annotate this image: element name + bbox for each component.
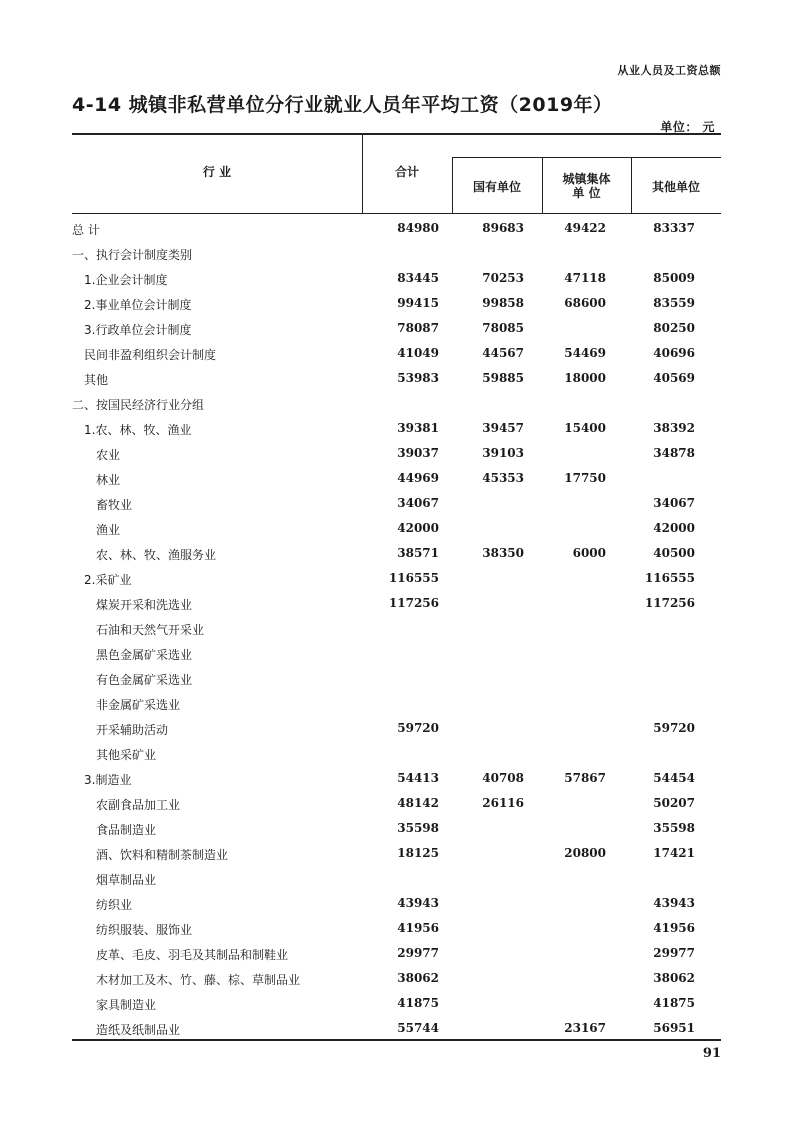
- row-label: 酒、饮料和精制茶制造业: [96, 848, 229, 862]
- cell-state: 40708: [482, 771, 524, 785]
- row-label: 皮革、毛皮、羽毛及其制品和制鞋业: [96, 948, 289, 962]
- table-row: [72, 666, 721, 691]
- cell-total: 38571: [397, 546, 439, 560]
- table-row: [72, 541, 721, 566]
- cell-other: 56951: [653, 1021, 695, 1035]
- cell-total: 39381: [397, 421, 439, 435]
- cell-other: 54454: [653, 771, 695, 785]
- cell-collective: 54469: [564, 346, 606, 360]
- table-row: [72, 416, 721, 441]
- cell-other: 42000: [653, 521, 695, 535]
- cell-state: 78085: [482, 321, 524, 335]
- running-head: 从业人员及工资总额: [617, 64, 721, 77]
- table-row: [72, 691, 721, 716]
- cell-total: 55744: [397, 1021, 439, 1035]
- cell-collective: 68600: [564, 296, 606, 310]
- table-row: [72, 816, 721, 841]
- table-row: [72, 841, 721, 866]
- cell-total: 35598: [397, 821, 439, 835]
- row-label: 木材加工及木、竹、藤、棕、草制品业: [96, 973, 301, 987]
- table-row: [72, 391, 721, 416]
- table-row: [72, 366, 721, 391]
- table-row: [72, 316, 721, 341]
- header-state: 国有单位: [472, 180, 521, 194]
- cell-state: 99858: [482, 296, 524, 310]
- cell-other: 41956: [653, 921, 695, 935]
- table-row: [72, 291, 721, 316]
- row-label: 其他采矿业: [96, 748, 157, 762]
- header-collective-line2: 单 位: [572, 186, 601, 200]
- table-row: [72, 241, 721, 266]
- bottom-rule: [72, 1039, 721, 1041]
- page-number: 91: [702, 1046, 721, 1061]
- cell-other: 29977: [653, 946, 695, 960]
- cell-other: 40500: [653, 546, 695, 560]
- cell-other: 34067: [653, 496, 695, 510]
- cell-collective: 18000: [564, 371, 606, 385]
- cell-collective: 57867: [564, 771, 606, 785]
- cell-state: 26116: [482, 796, 524, 810]
- cell-state: 59885: [482, 371, 524, 385]
- cell-total: 116555: [388, 571, 439, 585]
- cell-other: 35598: [653, 821, 695, 835]
- table-row: [72, 216, 721, 241]
- cell-total: 38062: [397, 971, 439, 985]
- top-rule: [72, 133, 721, 135]
- row-label: 食品制造业: [96, 823, 157, 837]
- cell-total: 29977: [397, 946, 439, 960]
- table-row: [72, 916, 721, 941]
- cell-total: 117256: [388, 596, 439, 610]
- cell-other: 59720: [653, 721, 695, 735]
- cell-other: 38062: [653, 971, 695, 985]
- table-row: [72, 1016, 721, 1041]
- row-label: 造纸及纸制品业: [96, 1023, 181, 1037]
- header-collective-line1: 城镇集体: [562, 172, 611, 186]
- cell-other: 41875: [653, 996, 695, 1010]
- header-bottom-rule: [72, 213, 721, 214]
- row-label: 2.采矿业: [84, 573, 132, 587]
- table-row: [72, 266, 721, 291]
- table-row: [72, 466, 721, 491]
- cell-total: 41956: [397, 921, 439, 935]
- table-body: [72, 216, 721, 1041]
- cell-total: 18125: [397, 846, 439, 860]
- row-label: 二、按国民经济行业分组: [72, 398, 205, 412]
- cell-state: 39103: [482, 446, 524, 460]
- row-label: 一、执行会计制度类别: [72, 248, 193, 262]
- cell-total: 44969: [397, 471, 439, 485]
- row-label: 非金属矿采选业: [96, 698, 181, 712]
- row-label: 3.行政单位会计制度: [84, 323, 192, 337]
- cell-collective: 20800: [564, 846, 606, 860]
- cell-collective: 6000: [572, 546, 606, 560]
- row-label: 民间非盈利组织会计制度: [84, 348, 217, 362]
- row-label: 烟草制品业: [96, 873, 157, 887]
- cell-total: 53983: [397, 371, 439, 385]
- header-other: 其他单位: [651, 180, 700, 194]
- cell-other: 17421: [653, 846, 695, 860]
- row-label: 林业: [96, 473, 121, 487]
- cell-total: 59720: [397, 721, 439, 735]
- header-total: 合计: [394, 165, 419, 179]
- table-row: [72, 941, 721, 966]
- row-label: 有色金属矿采选业: [96, 673, 193, 687]
- row-label: 开采辅助活动: [96, 723, 169, 737]
- row-label: 渔业: [96, 523, 121, 537]
- cell-collective: 47118: [564, 271, 606, 285]
- cell-other: 80250: [653, 321, 695, 335]
- row-label: 2.事业单位会计制度: [84, 298, 192, 312]
- row-label: 纺织服装、服饰业: [96, 923, 193, 937]
- row-label: 黑色金属矿采选业: [96, 648, 193, 662]
- row-label: 农业: [96, 448, 121, 462]
- table-row: [72, 566, 721, 591]
- cell-other: 43943: [653, 896, 695, 910]
- cell-state: 45353: [482, 471, 524, 485]
- cell-total: 42000: [397, 521, 439, 535]
- table-row: [72, 741, 721, 766]
- cell-other: 116555: [644, 571, 695, 585]
- table-row: [72, 491, 721, 516]
- table-row: [72, 766, 721, 791]
- cell-total: 48142: [397, 796, 439, 810]
- header-industry: 行 业: [202, 165, 232, 179]
- cell-other: 83337: [653, 221, 695, 235]
- unit-label: 单位： 元: [660, 120, 715, 134]
- table-row: [72, 966, 721, 991]
- row-label: 1.农、林、牧、渔业: [84, 423, 192, 437]
- cell-collective: 15400: [564, 421, 606, 435]
- row-label: 农副食品加工业: [96, 798, 181, 812]
- row-label: 3.制造业: [84, 773, 132, 787]
- row-label: 总 计: [72, 223, 100, 237]
- cell-other: 38392: [653, 421, 695, 435]
- cell-other: 85009: [653, 271, 695, 285]
- row-label: 农、林、牧、渔服务业: [96, 548, 217, 562]
- cell-collective: 23167: [564, 1021, 606, 1035]
- row-label: 纺织业: [96, 898, 133, 912]
- table-row: [72, 441, 721, 466]
- cell-other: 34878: [653, 446, 695, 460]
- table-row: [72, 616, 721, 641]
- cell-other: 83559: [653, 296, 695, 310]
- table-row: [72, 516, 721, 541]
- table-row: [72, 641, 721, 666]
- cell-state: 38350: [482, 546, 524, 560]
- cell-other: 50207: [653, 796, 695, 810]
- cell-total: 99415: [397, 296, 439, 310]
- table-row: [72, 791, 721, 816]
- header-collective: [542, 172, 631, 200]
- cell-total: 41049: [397, 346, 439, 360]
- cell-total: 43943: [397, 896, 439, 910]
- cell-total: 54413: [397, 771, 439, 785]
- cell-total: 39037: [397, 446, 439, 460]
- cell-total: 83445: [397, 271, 439, 285]
- table-row: [72, 866, 721, 891]
- cell-state: 70253: [482, 271, 524, 285]
- table-title: 4-14 城镇非私营单位分行业就业人员年平均工资（2019年）: [72, 94, 613, 116]
- table-row: [72, 341, 721, 366]
- cell-total: 41875: [397, 996, 439, 1010]
- row-label: 家具制造业: [96, 998, 157, 1012]
- cell-collective: 17750: [564, 471, 606, 485]
- row-label: 畜牧业: [96, 498, 133, 512]
- table-row: [72, 591, 721, 616]
- cell-state: 89683: [482, 221, 524, 235]
- cell-other: 40696: [653, 346, 695, 360]
- row-label: 其他: [84, 373, 109, 387]
- cell-state: 39457: [482, 421, 524, 435]
- cell-collective: 49422: [564, 221, 606, 235]
- cell-total: 78087: [397, 321, 439, 335]
- table-row: [72, 716, 721, 741]
- row-label: 石油和天然气开采业: [96, 623, 205, 637]
- row-label: 1.企业会计制度: [84, 273, 168, 287]
- table-row: [72, 991, 721, 1016]
- cell-other: 117256: [644, 596, 695, 610]
- cell-state: 44567: [482, 346, 524, 360]
- cell-other: 40569: [653, 371, 695, 385]
- table-row: [72, 891, 721, 916]
- row-label: 煤炭开采和洗选业: [96, 598, 193, 612]
- cell-total: 84980: [397, 221, 439, 235]
- cell-total: 34067: [397, 496, 439, 510]
